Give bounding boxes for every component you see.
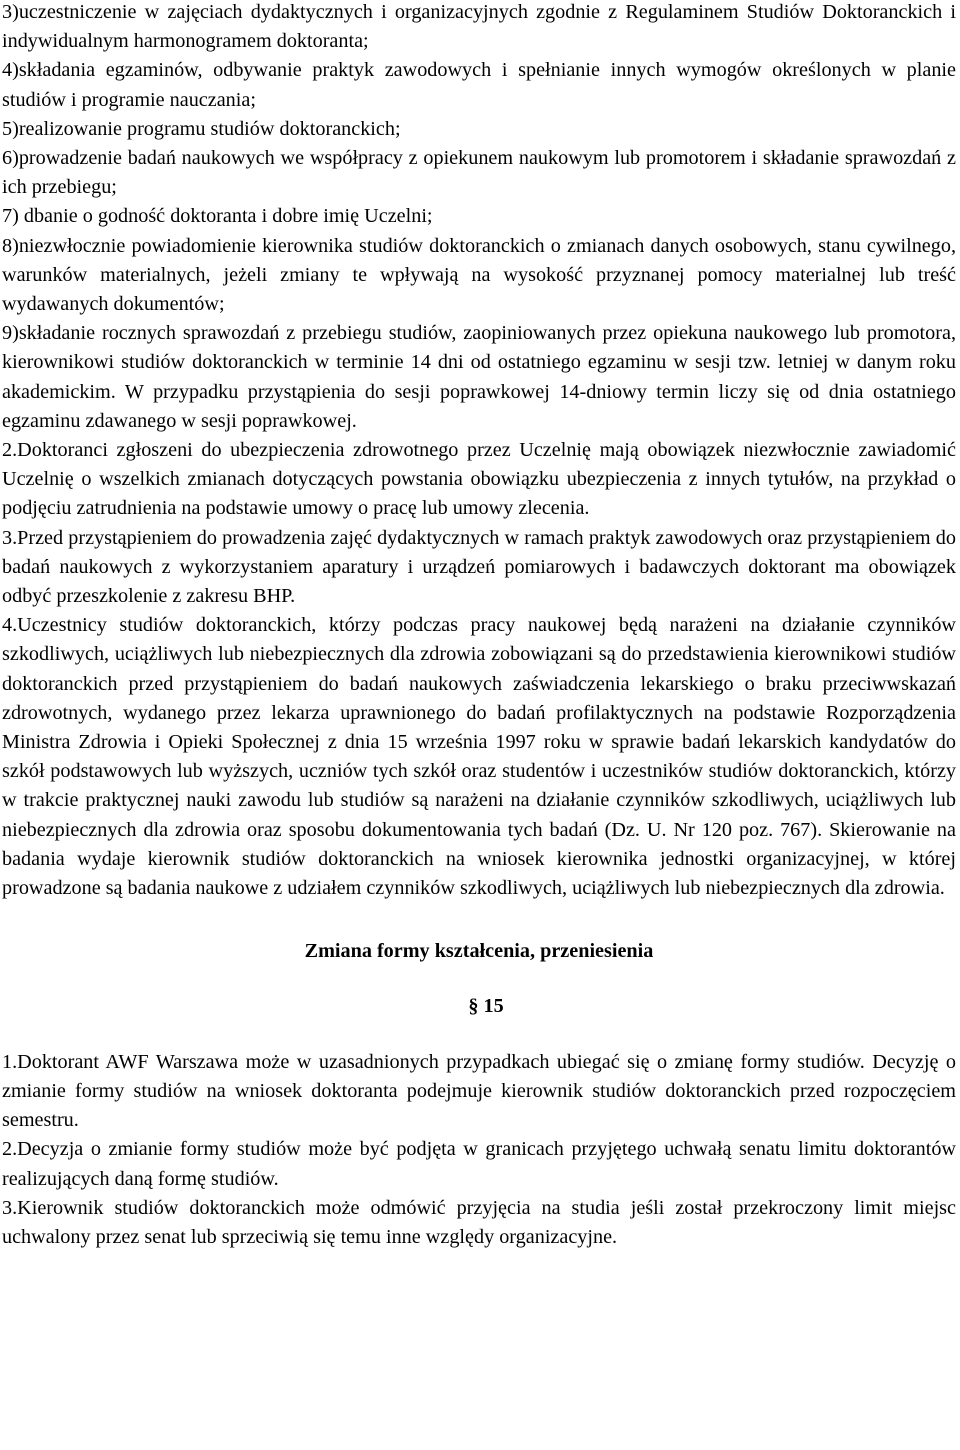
paragraph-3: 3.Przed przystąpieniem do prowadzenia zajęć dydaktycznych w ramach praktyk zawodowych oraz przystąpieniem do badań naukowych z wykorzystaniem aparatury i urządzeń pomiarowych i badawczych doktorant ma obowiązek odbyć przeszkolenie z zakresu BHP. xyxy=(2,526,956,608)
section-paragraph-3: 3.Kierownik studiów doktoranckich może odmówić przyjęcia na studia jeśli został przekroczony limit miejsc uchwalony przez senat lub sprzeciwią się temu inne względy organizacyjne. xyxy=(2,1196,956,1248)
document-page xyxy=(2,0,956,1252)
list-item-8: 8)niezwłocznie powiadomienie kierownika studiów doktoranckich o zmianach danych osobowych, stanu cywilnego, warunków materialnych, jeżeli zmiany te wpływają na wysokość przyznanej pomocy materialnej lub treść wydawanych dokumentów; xyxy=(2,234,956,316)
section-paragraph-2: 2.Decyzja o zmianie formy studiów może być podjęta w granicach przyjętego uchwałą senatu limitu doktorantów realizujących daną formę studiów. xyxy=(2,1138,956,1190)
section-paragraph-1: 1.Doktorant AWF Warszawa może w uzasadnionych przypadkach ubiegać się o zmianę formy studiów. Decyzję o zmianie formy studiów na wniosek doktoranta podejmuje kierownik studiów doktoranckich przed rozpoczęciem semestru. xyxy=(2,1050,956,1132)
list-item-9: 9)składanie rocznych sprawozdań z przebiegu studiów, zaopiniowanych przez opiekuna naukowego lub promotora, kierownikowi studiów doktoranckich w terminie 14 dni od ostatniego egzaminu w sesji tzw. letniej w danym roku akademickim. W przypadku przystąpienia do sesji poprawkowej 14-dniowy termin liczy się od dnia ostatniego egzaminu zdawanego w sesji poprawkowej. xyxy=(2,322,956,432)
section-heading: Zmiana formy kształcenia, przeniesienia xyxy=(304,940,654,963)
list-item-6: 6)prowadzenie badań naukowych we współpracy z opiekunem naukowym lub promotorem i składanie sprawozdań z ich przebiegu; xyxy=(2,147,956,199)
paragraph-4: 4.Uczestnicy studiów doktoranckich, którzy podczas pracy naukowej będą narażeni na działanie czynników szkodliwych, uciążliwych lub niebezpiecznych dla zdrowia zobowiązani są do przedstawienia kierownikowi studiów doktoranckich przed przystąpieniem do badań naukowych zaświadczenia lekarskiego o braku przeciwwskazań zdrowotnych, wydanego przez lekarza uprawnionego do badań profilaktycznych na podstawie Rozporządzenia Ministra Zdrowia i Opieki Społecznej z dnia 15 września 1997 roku w sprawie badań lekarskich kandydatów do szkół podstawowych lub wyższych, uczniów tych szkół oraz studentów i uczestników studiów doktoranckich, którzy w trakcie praktycznej nauki zawodu lub studiów są narażeni na działanie czynników szkodliwych, uciążliwych lub niebezpiecznych dla zdrowia oraz sposobu dokumentowania tych badań (Dz. U. Nr 120 poz. 767). Skierowanie na badania wydaje kierownik studiów doktoranckich na wniosek kierownika jednostki organizacyjnej, w której prowadzone są badania naukowe z udziałem czynników szkodliwych, uciążliwych lub niebezpiecznych dla zdrowia. xyxy=(2,614,956,900)
list-item-4: 4)składania egzaminów, odbywanie praktyk zawodowych i spełnianie innych wymogów określonych w planie studiów i programie nauczania; xyxy=(2,59,956,111)
section-number: § 15 xyxy=(468,994,504,1017)
list-item-3: 3)uczestniczenie w zajęciach dydaktycznych i organizacyjnych zgodnie z Regulaminem Studiów Doktoranckich i indywidualnym harmonogramem doktoranta; xyxy=(2,1,956,53)
list-item-7: 7) dbanie o godność doktoranta i dobre imię Uczelni; xyxy=(2,205,433,228)
list-item-5: 5)realizowanie programu studiów doktoranckich; xyxy=(2,117,401,140)
paragraph-2: 2.Doktoranci zgłoszeni do ubezpieczenia zdrowotnego przez Uczelnię mają obowiązek niezwłocznie zawiadomić Uczelnię o wszelkich zmianach dotyczących powstania obowiązku ubezpieczenia z innych tytułów, na przykład o podjęciu zatrudnienia na podstawie umowy o pracę lub umowy zlecenia. xyxy=(2,439,956,520)
